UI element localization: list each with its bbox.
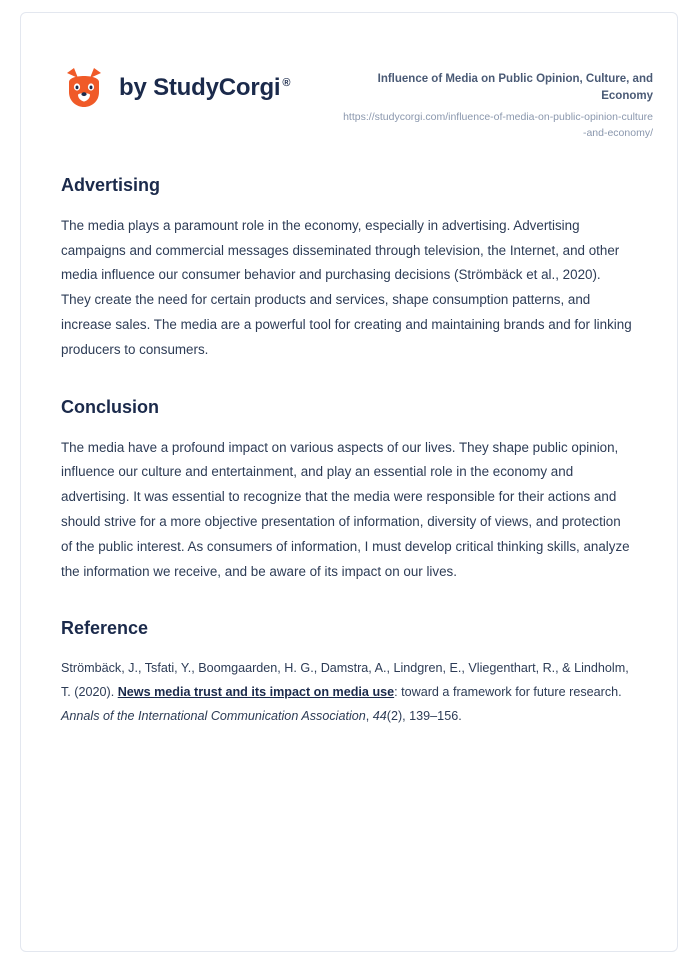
reference-authors: Strömbäck, J., Tsfati, Y., Boomgaarden, H. G., Damstra, A., Lindgren, E., Vliegenthart, R., & Lindholm, T. (2020). (61, 661, 629, 700)
document-sheet (20, 12, 678, 952)
document-url[interactable]: https://studycorgi.com/influence-of-media-on-public-opinion-culture-and-economy/ (343, 111, 653, 139)
section-paragraph-advertising: The media plays a paramount role in the economy, especially in advertising. Advertising campaigns and commercial messages disseminated through television, the Internet, and other media influence our consumer behavior and purchasing decisions (Strömbäck et al., 2020). They create the need for certain products and services, shape consumption patterns, and increase sales. The media are a powerful tool for creating and maintaining brands and for linking producers to consumers. (61, 217, 632, 357)
section-heading-conclusion: Conclusion (61, 396, 159, 417)
reference-entry (61, 657, 633, 729)
brand-block (61, 65, 290, 111)
header-meta (343, 65, 653, 141)
section-paragraph-conclusion: The media have a profound impact on various aspects of our lives. They shape public opinion, influence our culture and entertainment, and play an essential role in the economy and advertising. It was essential to recognize that the media were responsible for their actions and should strive for a more objective presentation of information, diversity of views, and protection of the public interest. As consumers of information, I must develop critical thinking skills, analyze the information we receive, and be aware of its impact on our lives. (61, 439, 630, 579)
reference-link[interactable]: News media trust and its impact on media use (117, 685, 395, 700)
brand-name: by StudyCorgi ® (119, 74, 291, 101)
reference-after-link: : toward a framework for future research. (394, 685, 622, 700)
corgi-logo-icon (61, 65, 107, 111)
registered-mark: ® (282, 77, 291, 89)
document-header (21, 13, 677, 141)
reference-volume-prefix: , (365, 709, 373, 724)
document-content (21, 141, 677, 729)
reference-issue-pages: (2), 139–156. (386, 709, 462, 724)
section-heading-reference: Reference (61, 618, 149, 639)
reference-volume: 44 (372, 709, 387, 724)
reference-journal: Annals of the International Communication Association (61, 709, 366, 724)
section-heading-advertising: Advertising (61, 174, 161, 195)
document-title: Influence of Media on Public Opinion, Culture, and Economy (377, 73, 653, 102)
